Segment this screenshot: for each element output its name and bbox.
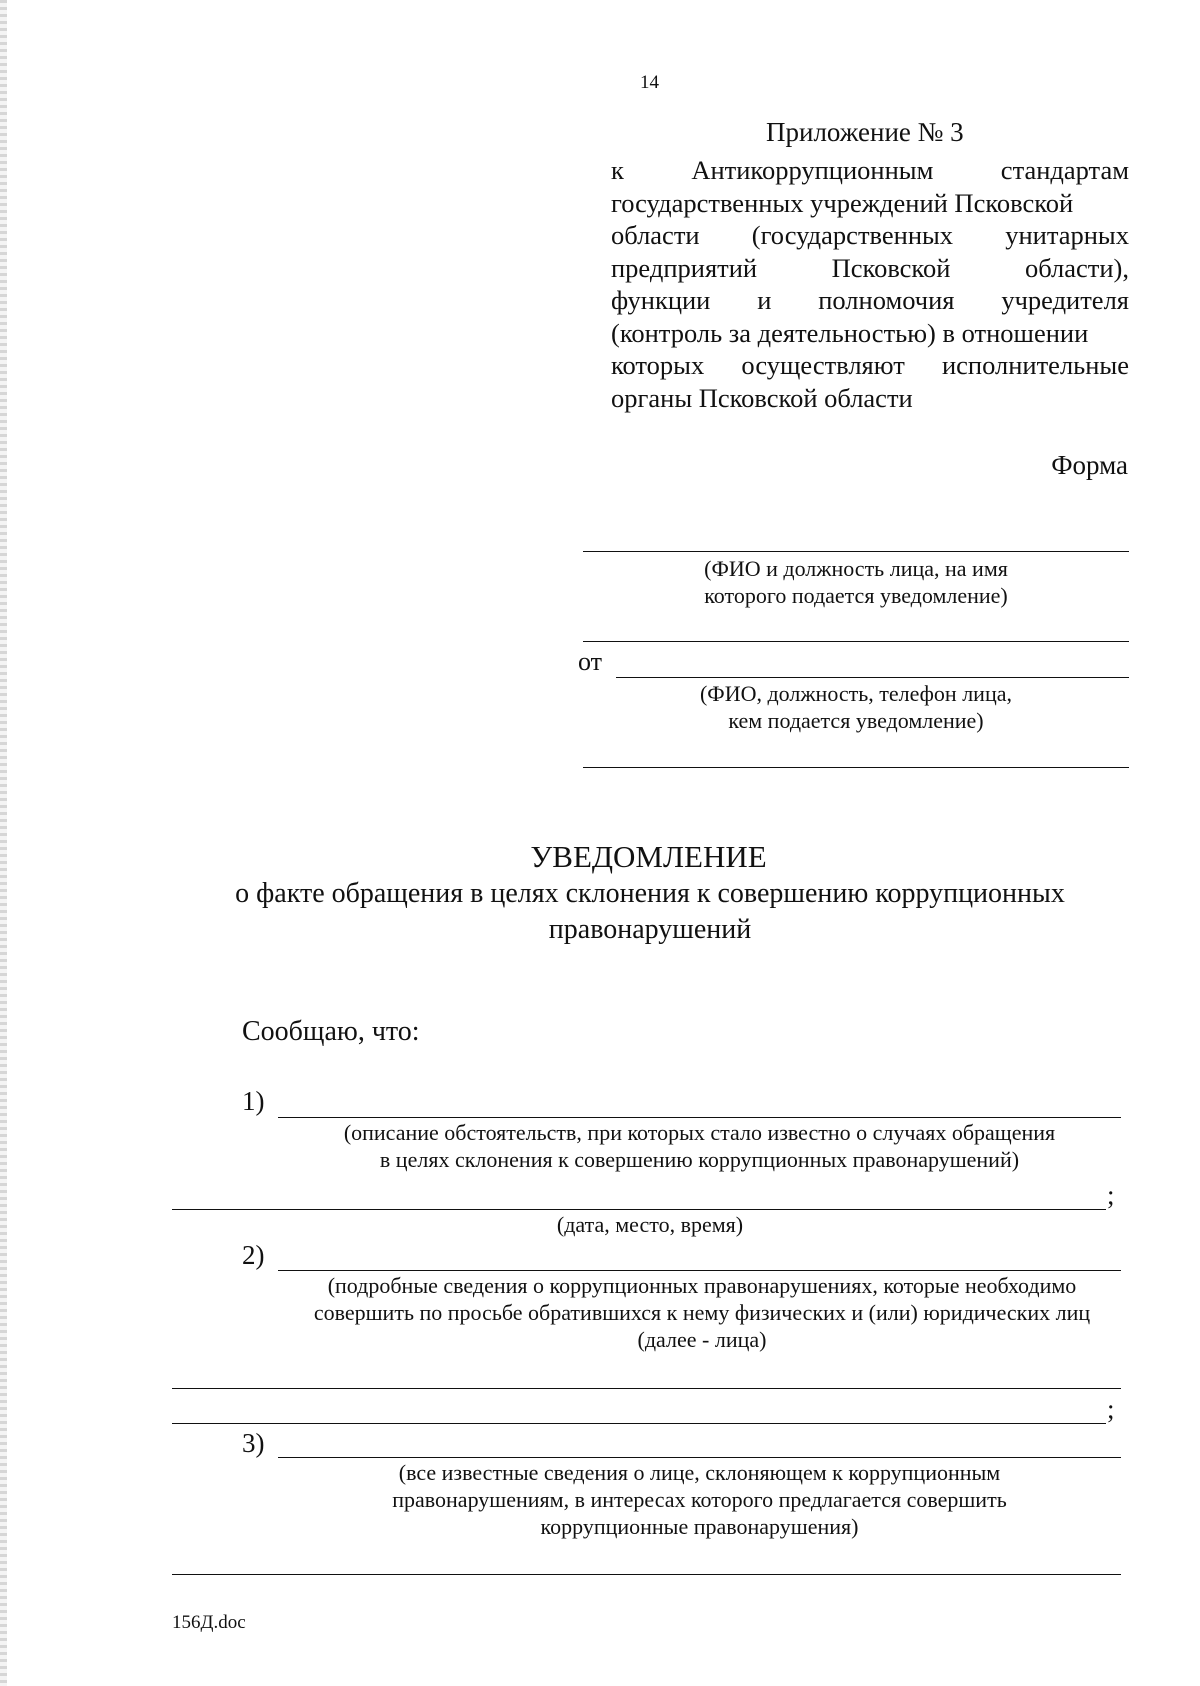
item-2-caption: (подробные сведения о коррупционных правонарушениях, которые необходимо совершить по просьбе обратившихся к нему физических и (или) юридических лиц (далее - лица) (313, 1273, 1091, 1352)
item-2-second-line (172, 1388, 1121, 1389)
notice-title: УВЕДОМЛЕНИЕ (530, 839, 767, 874)
appendix-line: государственных учреждений Псковской (611, 187, 1074, 218)
item-number: 2) (242, 1240, 265, 1270)
item-3-second-line (172, 1574, 1121, 1575)
sender-extra-line (583, 767, 1129, 768)
sender-caption: (ФИО, должность, телефон лица, кем подается уведомление) (699, 681, 1012, 733)
addressee-line (583, 551, 1129, 552)
appendix-line: предприятий Псковской области), (611, 252, 1129, 283)
footer-filename: 156Д.doc (172, 1612, 246, 1633)
intro-text: Сообщаю, что: (242, 1016, 420, 1047)
appendix-line: области (государственных унитарных (611, 220, 1129, 250)
item-2-end-mark: ; (1107, 1394, 1115, 1424)
page-number: 14 (640, 72, 659, 93)
appendix-line: к Антикоррупционным стандартам (611, 155, 1129, 185)
item-1-second-line (172, 1209, 1106, 1210)
item-number: 1) (242, 1086, 265, 1116)
item-1-sub-caption: (дата, место, время) (556, 1212, 744, 1237)
appendix-line: которых осуществляют исполнительные (611, 350, 1129, 380)
from-label: от (578, 647, 603, 676)
appendix-line: (контроль за деятельностью) в отношении (611, 317, 1089, 348)
sender-line (616, 677, 1129, 678)
item-2-third-line (172, 1423, 1106, 1424)
appendix-reference (611, 154, 1129, 414)
item-2-line (278, 1270, 1121, 1271)
item-1-end-mark: ; (1107, 1180, 1115, 1210)
appendix-title: Приложение № 3 (766, 117, 964, 147)
addressee-extra-line (583, 641, 1129, 642)
item-number: 3) (242, 1428, 265, 1458)
item-1-caption: (описание обстоятельств, при которых стало известно о случаях обращения в целях склонения к совершению коррупционных правонарушений) (343, 1120, 1056, 1172)
addressee-caption: (ФИО и должность лица, на имя которого подается уведомление) (704, 556, 1008, 608)
form-label: Форма (1051, 450, 1128, 480)
notice-subtitle: о факте обращения в целях склонения к совершению коррупционных правонарушений (235, 878, 1065, 945)
appendix-line: функции и полномочия учредителя (611, 285, 1129, 315)
item-1-line (278, 1117, 1121, 1118)
item-3-line (278, 1457, 1121, 1458)
item-3-caption: (все известные сведения о лице, склоняющем к коррупционным правонарушениям, в интересах которого предлагается совершить коррупционные правонарушения) (392, 1460, 1007, 1539)
appendix-line: органы Псковской области (611, 382, 913, 413)
